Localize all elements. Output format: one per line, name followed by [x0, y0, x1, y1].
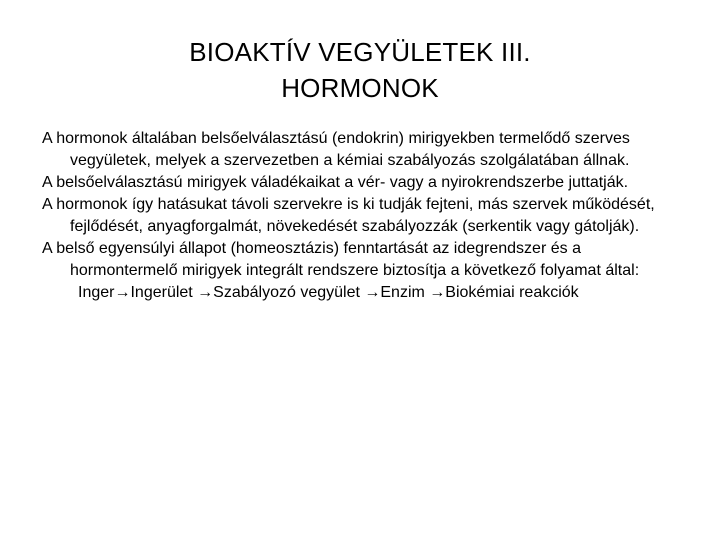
paragraph-homeostasis: A belső egyensúlyi állapot (homeosztázis) fenntartását az idegrendszer és a hormontermelő mirigyek integrált rendszere biztosítja a következő folyamat által: [42, 240, 640, 279]
regulation-chain: Inger→Ingerület →Szabályozó vegyület →Enzim →Biokémiai reakciók [78, 284, 579, 301]
paragraph-effect: A hormonok így hatásukat távoli szervekre is ki tudják fejteni, más szervek működését, fejlődését, anyagforgalmát, növekedését szabályozzák (serkentik vagy gátolják). [42, 196, 655, 235]
paragraph-definition: A hormonok általában belsőelválasztású (endokrin) mirigyekben termelődő szerves vegyületek, melyek a szervezetben a kémiai szabályozás szolgálatában állnak. [42, 130, 630, 169]
slide-title [0, 34, 720, 106]
slide-body [42, 128, 682, 304]
paragraph-secretion: A belsőelválasztású mirigyek váladékaikat a vér- vagy a nyirokrendszerbe juttatják. [42, 174, 629, 191]
title-line-2: HORMONOK [281, 73, 439, 103]
title-line-1: BIOAKTÍV VEGYÜLETEK III. [189, 37, 531, 67]
